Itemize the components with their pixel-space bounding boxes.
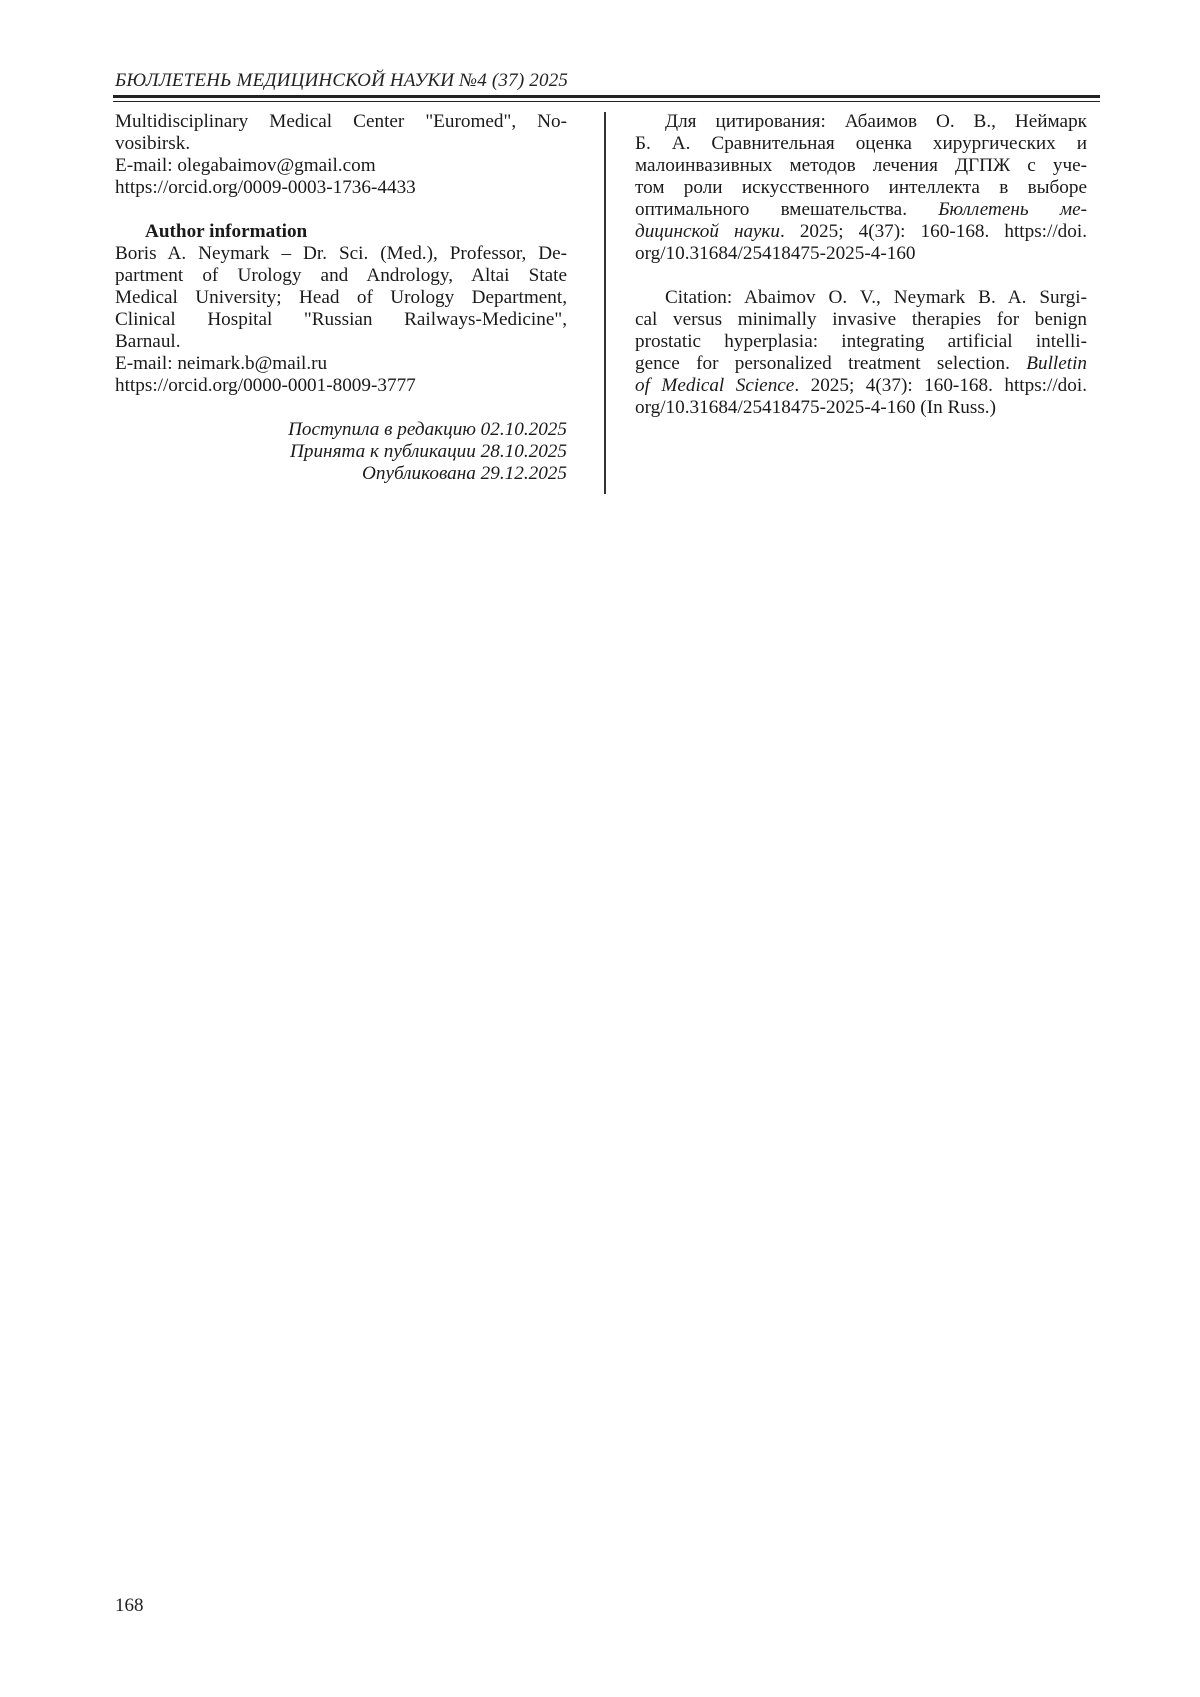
en-citation-line: Citation: Abaimov O. V., Neymark B. A. Surgi- — [665, 287, 1087, 308]
page-number: 168 — [115, 1595, 144, 1616]
ru-citation-line: Б. А. Сравнительная оценка хирургических и — [635, 133, 1087, 154]
en-journal-name: Bulletin — [1026, 353, 1088, 374]
en-journal-name: of Medical Science — [635, 375, 795, 396]
en-citation-line — [635, 353, 1087, 375]
right-column — [635, 111, 1087, 419]
en-citation-text: gence for personalized treatment selection. — [635, 353, 1010, 374]
author2-email[interactable]: E-mail: neimark.b@mail.ru — [115, 353, 328, 374]
ru-citation-line — [635, 199, 1087, 221]
column-divider — [604, 112, 606, 494]
affiliation-line: vosibirsk. — [115, 133, 191, 154]
en-citation — [635, 287, 1087, 419]
ru-journal-name: Бюллетень ме- — [938, 199, 1087, 220]
header-rule-thin — [113, 101, 1100, 102]
author2-bio-line: Barnaul. — [115, 331, 181, 352]
left-column — [115, 111, 567, 485]
published-date: Опубликована 29.12.2025 — [362, 463, 567, 484]
author1-email[interactable]: E-mail: olegabaimov@gmail.com — [115, 155, 376, 176]
affiliation-line: Multidisciplinary Medical Center "Euromed", No- — [115, 111, 567, 132]
en-citation-line: cal versus minimally invasive therapies for benign — [635, 309, 1087, 330]
ru-journal-name: дицинской науки — [635, 221, 780, 242]
author2-orcid-link[interactable]: https://orcid.org/0000-0001-8009-3777 — [115, 375, 416, 396]
author2-bio-line: Boris A. Neymark – Dr. Sci. (Med.), Professor, De- — [115, 243, 567, 264]
ru-citation — [635, 111, 1087, 265]
en-citation-line — [635, 375, 1087, 397]
author-info-heading: Author information — [145, 221, 308, 242]
ru-citation-text: оптимального вмешательства. — [635, 199, 907, 220]
ru-citation-line: малоинвазивных методов лечения ДГПЖ с уче- — [635, 155, 1087, 176]
author2-bio-line: partment of Urology and Andrology, Altai State — [115, 265, 567, 286]
ru-citation-line — [635, 221, 1087, 243]
ru-citation-details[interactable]: . 2025; 4(37): 160-168. https://doi. — [779, 221, 1087, 242]
ru-citation-doi[interactable]: org/10.31684/25418475-2025-4-160 — [635, 243, 916, 264]
ru-citation-line: Для цитирования: Абаимов О. В., Неймарк — [665, 111, 1087, 132]
en-citation-details[interactable]: . 2025; 4(37): 160-168. https://doi. — [794, 375, 1087, 396]
ru-citation-line: том роли искусственного интеллекта в выборе — [635, 177, 1087, 198]
author1-orcid-link[interactable]: https://orcid.org/0009-0003-1736-4433 — [115, 177, 416, 198]
en-citation-doi[interactable]: org/10.31684/25418475-2025-4-160 (In Russ.) — [635, 397, 996, 418]
header-rule-thick — [113, 95, 1100, 98]
author2-bio-line: Medical University; Head of Urology Department, — [115, 287, 567, 308]
author2-bio-line: Clinical Hospital "Russian Railways-Medicine", — [115, 309, 567, 330]
running-title: БЮЛЛЕТЕНЬ МЕДИЦИНСКОЙ НАУКИ №4 (37) 2025 — [115, 70, 569, 91]
received-date: Поступила в редакцию 02.10.2025 — [288, 419, 567, 440]
en-citation-line: prostatic hyperplasia: integrating artificial intelli- — [635, 331, 1087, 352]
accepted-date: Принята к публикации 28.10.2025 — [290, 441, 567, 462]
